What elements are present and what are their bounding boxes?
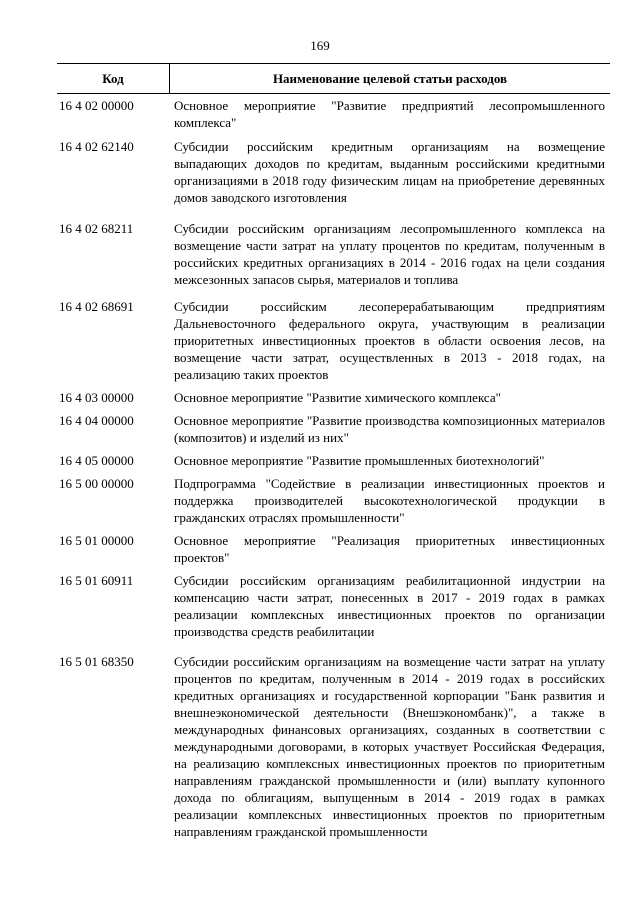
row-code: 16 4 03 00000 — [59, 390, 134, 405]
row-name: Основное мероприятие "Развитие промышленных биотехнологий" — [174, 453, 545, 468]
row-name: Субсидии российским кредитным организациям на возмещение выпадающих доходов по кредитам, выданным российскими кредитными организациями в 2018 году физическим лицам на приобретение деревянных домов заводского изготовления — [174, 139, 605, 205]
row-name: Основное мероприятие "Развитие химического комплекса" — [174, 390, 501, 405]
table-row — [57, 298, 610, 383]
table-row — [57, 138, 610, 206]
row-code: 16 5 01 00000 — [59, 533, 134, 548]
row-name: Субсидии российским организациям реабилитационной индустрии на компенсацию части затрат, понесенных в 2017 - 2019 годах в рамках реализации комплексных инвестиционных проектов по организации производства средств реабилитации — [174, 573, 605, 639]
table-row — [57, 572, 610, 640]
row-code: 16 5 01 60911 — [59, 573, 134, 588]
row-code: 16 5 00 00000 — [59, 476, 134, 491]
table-header — [57, 63, 610, 94]
table-row — [57, 653, 610, 840]
row-name: Основное мероприятие "Реализация приоритетных инвестиционных проектов" — [174, 533, 605, 565]
page-number: 169 — [310, 38, 330, 53]
row-name: Основное мероприятие "Развитие предприятий лесопромышленного комплекса" — [174, 98, 605, 130]
row-name: Субсидии российским организациям лесопромышленного комплекса на возмещение части затрат на уплату процентов по кредитам, полученным в российских кредитных организациях в 2014 - 2016 годах на цели создания межсезонных запасов сырья, материалов и топлива — [174, 221, 605, 287]
row-name: Подпрограмма "Содействие в реализации инвестиционных проектов и поддержка производителей высокотехнологической продукции в гражданских отраслях промышленности" — [174, 476, 605, 525]
table-body — [57, 97, 610, 840]
table-row — [57, 452, 610, 469]
row-code: 16 4 02 68211 — [59, 221, 134, 236]
table-row — [57, 220, 610, 288]
row-code: 16 5 01 68350 — [59, 654, 134, 669]
row-name: Субсидии российским лесоперерабатывающим предприятиям Дальневосточного федерального округа, участвующим в реализации приоритетных инвестиционных проектов в области освоения лесов, на возмещение части затрат, осуществленных в 2013 - 2018 годах, на реализацию таких проектов — [174, 299, 605, 382]
column-header-code: Код — [102, 71, 124, 86]
row-name: Субсидии российским организациям на возмещение части затрат на уплату процентов по кредитам, полученным в 2014 - 2019 годах в российских кредитных организациях и государственной корпорации "Банк развития и внешнеэкономической деятельности (Внешэкономбанк)", а также в международных финансовых организациях, созданных в соответствии с международными договорами, в которых участвует Российская Федерация, на реализацию комплексных инвестиционных проектов по приоритетным направлениям гражданской промышленности и (или) выплату купонного дохода по облигациям, выпущенным в 2014 - 2019 годах в рамках реализации комплексных инвестиционных проектов по приоритетным направлениям гражданской промышленности — [174, 654, 605, 839]
table-row — [57, 475, 610, 526]
column-header-name: Наименование целевой статьи расходов — [272, 71, 508, 86]
row-name: Основное мероприятие "Развитие производства композиционных материалов (композитов) и изделий из них" — [174, 413, 605, 445]
table-row — [57, 532, 610, 566]
table-row — [57, 97, 610, 131]
table-row — [57, 412, 610, 446]
row-code: 16 4 04 00000 — [59, 413, 134, 428]
row-code: 16 4 02 62140 — [59, 139, 134, 154]
row-code: 16 4 05 00000 — [59, 453, 134, 468]
row-code: 16 4 02 00000 — [59, 98, 134, 113]
row-code: 16 4 02 68691 — [59, 299, 134, 314]
table-row — [57, 389, 610, 406]
